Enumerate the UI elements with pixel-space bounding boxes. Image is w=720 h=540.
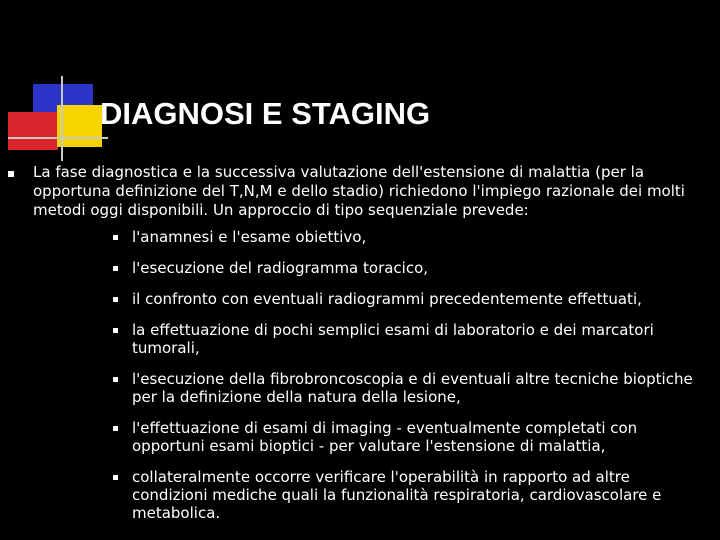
list-item	[113, 290, 703, 308]
decoration-red-square	[8, 112, 58, 150]
list-item-text: collateralmente occorre verificare l'operabilità in rapporto ad altre condizioni mediche quali la funzionalità respiratoria, cardiovascolare e metabolica.	[132, 468, 662, 522]
square-bullet-icon	[113, 297, 118, 302]
title-decoration	[0, 0, 120, 170]
square-bullet-icon	[8, 171, 14, 177]
list-item	[113, 321, 703, 357]
list-item-text: il confronto con eventuali radiogrammi precedentemente effettuati,	[132, 290, 642, 308]
intro-text: La fase diagnostica e la successiva valutazione dell'estensione di malattia (per la opportuna definizione del T,N,M e dello stadio) richiedono l'impiego razionale dei molti metodi oggi disponibili. Un approccio di tipo sequenziale prevede:	[33, 163, 685, 219]
decoration-yellow-square	[57, 105, 102, 147]
slide-title: DIAGNOSI E STAGING	[100, 96, 431, 131]
square-bullet-icon	[113, 426, 118, 431]
list-item	[113, 468, 703, 522]
square-bullet-icon	[113, 235, 118, 240]
square-bullet-icon	[113, 377, 118, 382]
decoration-horizontal-line	[8, 137, 108, 139]
list-item	[113, 370, 703, 406]
list-item	[113, 259, 703, 277]
list-item	[113, 419, 703, 455]
list-item	[113, 228, 703, 246]
list-item-text: la effettuazione di pochi semplici esami di laboratorio e dei marcatori tumorali,	[132, 321, 654, 357]
intro-paragraph	[8, 163, 688, 220]
square-bullet-icon	[113, 475, 118, 480]
decoration-vertical-line	[61, 76, 63, 161]
list-item-text: l'effettuazione di esami di imaging - eventualmente completati con opportuni esami bioptici - per valutare l'estensione di malattia,	[132, 419, 638, 455]
list-item-text: l'esecuzione della fibrobroncoscopia e di eventuali altre tecniche bioptiche per la definizione della natura della lesione,	[132, 370, 693, 406]
square-bullet-icon	[113, 328, 118, 333]
list-item-text: l'esecuzione del radiogramma toracico,	[132, 259, 429, 277]
square-bullet-icon	[113, 266, 118, 271]
list-item-text: l'anamnesi e l'esame obiettivo,	[132, 228, 367, 246]
diagnostic-steps-list	[113, 228, 703, 535]
